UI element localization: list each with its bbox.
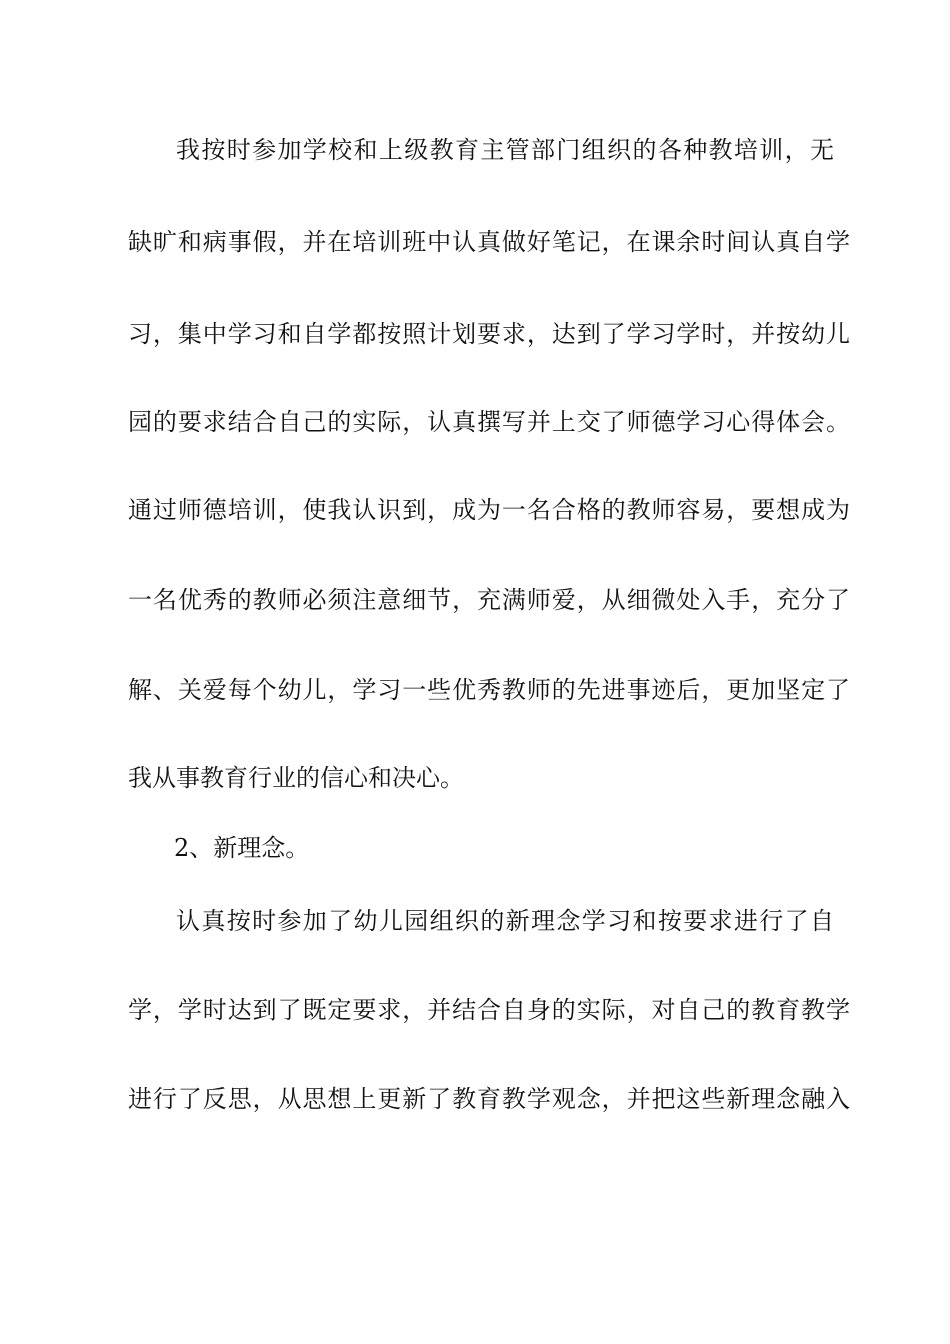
paragraph-line: 学，学时达到了既定要求，并结合自身的实际，对自己的教育教学 [128,996,850,1024]
paragraph-line: 通过师德培训，使我认识到，成为一名合格的教师容易，要想成为 [128,496,850,524]
paragraph-line: 解、关爱每个幼儿，学习一些优秀教师的先进事迹后，更加坚定了 [128,676,850,704]
paragraph-line: 习，集中学习和自学都按照计划要求，达到了学习学时，并按幼儿 [128,320,850,348]
paragraph-line: 一名优秀的教师必须注意细节，充满师爱，从细微处入手，充分了 [128,586,850,614]
paragraph-line: 我按时参加学校和上级教育主管部门组织的各种教培训，无 [176,136,834,164]
paragraph-line: 园的要求结合自己的实际，认真撰写并上交了师德学习心得体会。 [128,408,850,436]
paragraph-line: 认真按时参加了幼儿园组织的新理念学习和按要求进行了自 [176,907,834,935]
paragraph-line: 缺旷和病事假，并在培训班中认真做好笔记，在课余时间认真自学 [128,228,850,256]
section-heading: 2、新理念。 [174,834,310,862]
paragraph-line: 我从事教育行业的信心和决心。 [128,764,464,792]
paragraph-line: 进行了反思，从思想上更新了教育教学观念，并把这些新理念融入 [128,1085,850,1113]
